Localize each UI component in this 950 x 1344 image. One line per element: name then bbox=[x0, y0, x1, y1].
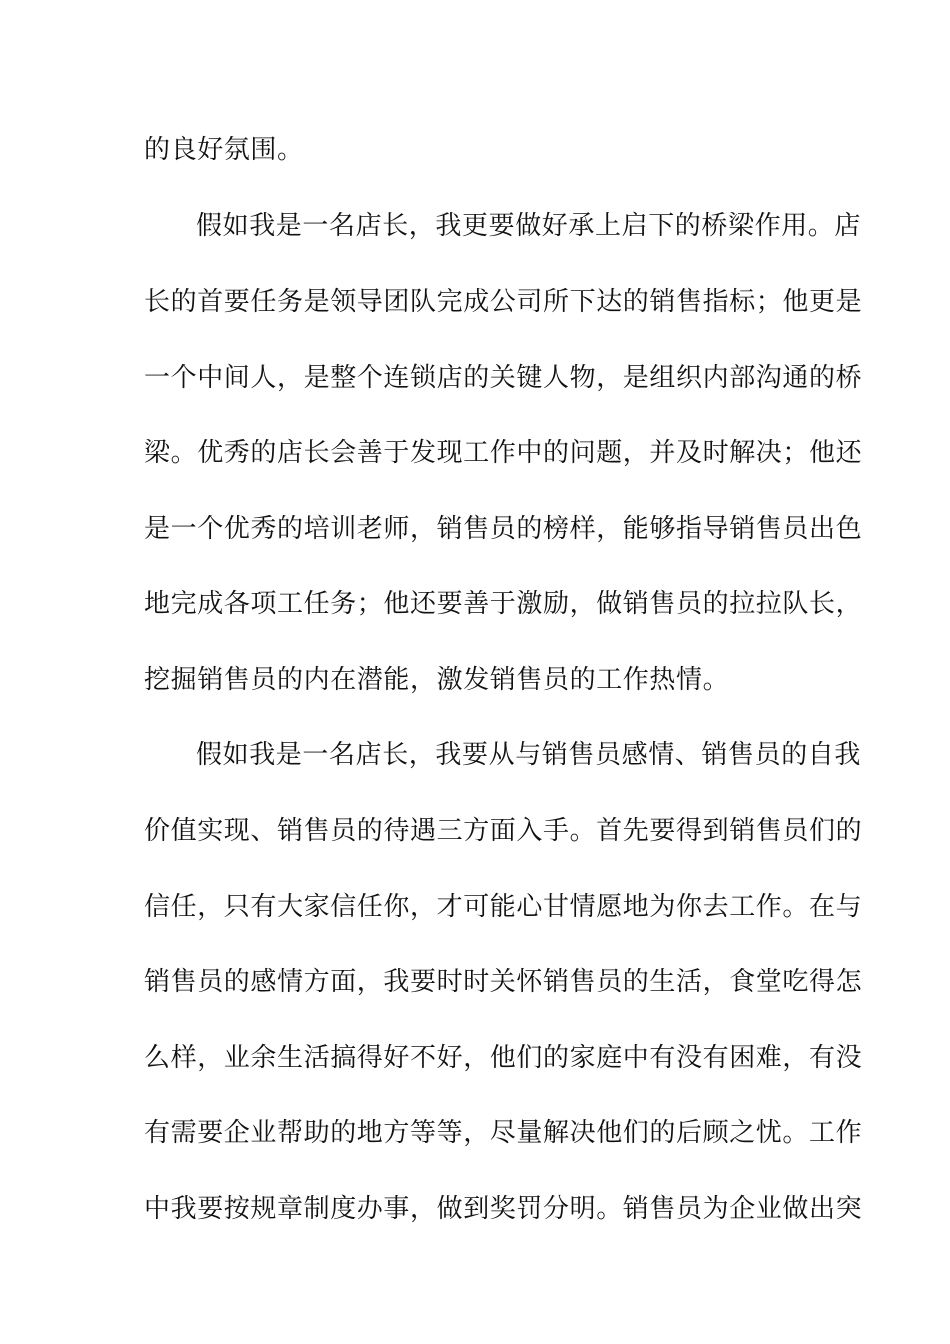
paragraph-first-line: 假如我是一名店长，我更要做好承上启下的桥梁作用。店 bbox=[196, 211, 862, 241]
text-line: 梁。优秀的店长会善于发现工作中的问题，并及时解决；他还 bbox=[144, 438, 863, 468]
text-line: 价值实现、销售员的待遇三方面入手。首先要得到销售员们的 bbox=[144, 816, 863, 846]
text-line: 长的首要任务是领导团队完成公司所下达的销售指标；他更是 bbox=[144, 287, 863, 317]
text-line: 有需要企业帮助的地方等等，尽量解决他们的后顾之忧。工作 bbox=[144, 1118, 863, 1148]
text-line: 是一个优秀的培训老师，销售员的榜样，能够指导销售员出色 bbox=[144, 514, 863, 544]
text-line: 地完成各项工任务；他还要善于激励，做销售员的拉拉队长， bbox=[144, 589, 863, 619]
text-line: 信任，只有大家信任你，才可能心甘情愿地为你去工作。在与 bbox=[144, 892, 863, 922]
text-line: 么样，业余生活搞得好不好，他们的家庭中有没有困难，有没 bbox=[144, 1043, 863, 1073]
text-line: 的良好氛围。 bbox=[144, 135, 304, 165]
paragraph-first-line: 假如我是一名店长，我要从与销售员感情、销售员的自我 bbox=[196, 740, 862, 770]
text-line: 一个中间人，是整个连锁店的关键人物，是组织内部沟通的桥 bbox=[144, 363, 863, 393]
text-line: 销售员的感情方面，我要时时关怀销售员的生活，食堂吃得怎 bbox=[144, 967, 863, 997]
text-line: 中我要按规章制度办事，做到奖罚分明。销售员为企业做出突 bbox=[144, 1194, 863, 1224]
text-line: 挖掘销售员的内在潜能，激发销售员的工作热情。 bbox=[144, 665, 730, 695]
